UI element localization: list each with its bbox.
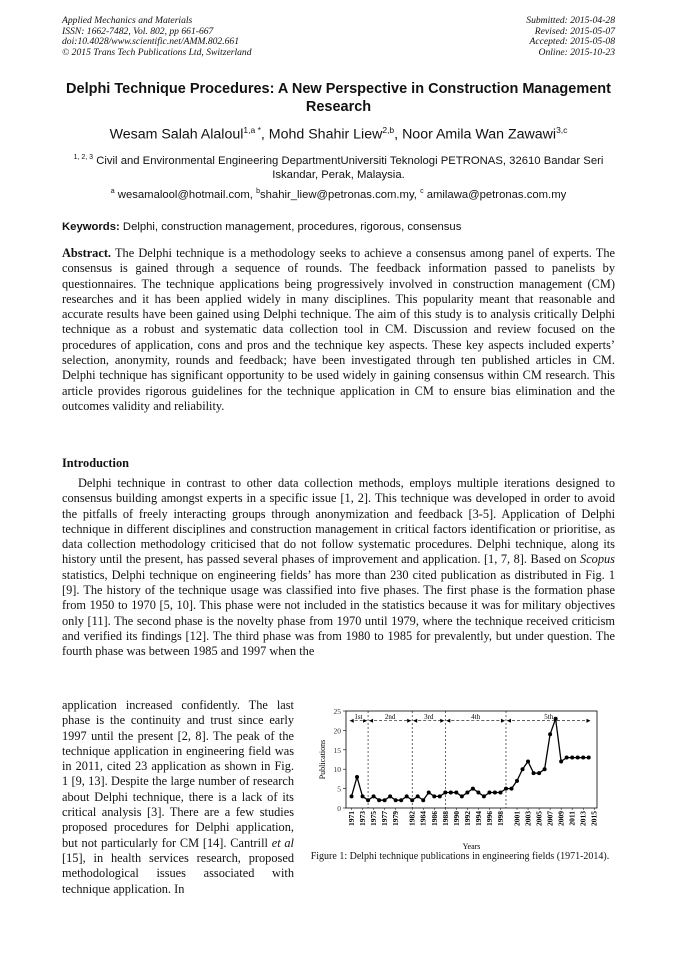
x-tick-label: 2001 (512, 811, 522, 826)
data-point (355, 775, 359, 779)
data-point (476, 790, 480, 794)
phase-arrow-head (440, 719, 444, 723)
x-tick-label: 2015 (589, 811, 599, 826)
column-emphasis: et al (271, 835, 294, 850)
data-point (443, 790, 447, 794)
x-tick-label: 1977 (380, 811, 390, 826)
abstract-label: Abstract. (62, 246, 112, 260)
email-2[interactable]: shahir_liew@petronas.com.my, (260, 188, 421, 201)
figure-caption: Figure 1: Delphi technique publications in engineering fields (1971-2014). (310, 851, 610, 862)
data-point (548, 732, 552, 736)
x-tick-label: 2007 (545, 811, 555, 826)
data-point (471, 787, 475, 791)
data-point (449, 790, 453, 794)
data-point (509, 787, 513, 791)
y-tick-label: 10 (333, 765, 341, 775)
y-tick-label: 20 (333, 726, 341, 736)
column-text-b: [15], in health services research, proposed methodological issues associated with technique application. In (62, 850, 294, 896)
phase-arrow-head (586, 719, 590, 723)
phase-arrow-head (446, 719, 450, 723)
data-point (543, 767, 547, 771)
data-point (565, 756, 569, 760)
data-point (465, 790, 469, 794)
email-1[interactable]: wesamalool@hotmail.com, (114, 188, 257, 201)
data-point (554, 717, 558, 721)
data-point (537, 771, 541, 775)
author-2-sup: 2,b (382, 125, 395, 135)
data-point (377, 798, 381, 802)
phase-arrow-head (350, 719, 354, 723)
journal-header-left (62, 16, 252, 58)
author-separator: , (260, 126, 269, 143)
date-submitted: Submitted: 2015-04-28 (526, 15, 615, 26)
keywords-text: Delphi, construction management, procedures, rigorous, consensus (119, 221, 462, 233)
author-list (62, 121, 615, 144)
author-1: Wesam Salah Alaloul (109, 126, 244, 143)
y-tick-label: 25 (333, 707, 341, 716)
author-2: Mohd Shahir Liew (268, 126, 383, 143)
data-point (521, 767, 525, 771)
data-point (498, 790, 502, 794)
x-tick-label: 1973 (358, 811, 368, 826)
y-tick-label: 0 (337, 804, 341, 813)
data-point (460, 794, 464, 798)
data-point (399, 798, 403, 802)
x-tick-label: 1984 (418, 811, 428, 826)
section-heading-introduction: Introduction (62, 456, 129, 470)
data-point (366, 798, 370, 802)
email-sup: b (256, 188, 260, 195)
data-point (570, 756, 574, 760)
keywords-label: Keywords: (62, 221, 120, 233)
x-tick-label: 2011 (567, 811, 577, 826)
data-point (410, 798, 414, 802)
x-tick-label: 2005 (534, 811, 544, 826)
intro-text-b: statistics, Delphi technique on engineering fields’ has more than 230 cited publication as distributed in Fig. 1 [9]. The history of the technique usage was classified into five phases. The first phase is the formation phase from 1950 to 1970 [5, 10]. This phase were not included in the statistics because it was for military objectives only [11]. The second phase is the novelty phase from 1970 until 1979, where the technique received criticism and verified its findings [12]. The third phase was from 1980 to 1985 for prevalently, but under question. The fourth phase was between 1985 and 1997 when the (62, 567, 615, 659)
data-point (405, 794, 409, 798)
phase-label: 3rd (424, 713, 434, 722)
date-revised: Revised: 2015-05-07 (534, 25, 615, 37)
journal-copyright: © 2015 Trans Tech Publications Ltd, Switzerland (62, 46, 252, 58)
phase-arrow-head (413, 719, 417, 723)
phase-arrow-head (407, 719, 411, 723)
data-point (454, 790, 458, 794)
phase-label: 1st (354, 713, 363, 722)
intro-paragraph (62, 476, 615, 660)
data-point (350, 794, 354, 798)
author-3-sup: 3,c (556, 125, 568, 135)
data-point (487, 790, 491, 794)
y-axis-label: Publications (318, 739, 327, 780)
x-tick-label: 2013 (578, 811, 588, 826)
author-1-sup: 1,a * (243, 125, 261, 135)
affiliation-text: Civil and Environmental Engineering DepartmentUniversiti Teknologi PETRONAS, 32610 Bandar Seri Iskandar, Perak, Malaysia. (93, 154, 604, 181)
x-tick-label: 1986 (429, 811, 439, 826)
abstract (62, 246, 615, 414)
data-point (493, 790, 497, 794)
intro-emphasis: Scopus (580, 552, 615, 567)
phase-arrow-head (363, 719, 367, 723)
data-point (587, 756, 591, 760)
y-tick-label: 15 (333, 745, 341, 755)
data-point (432, 794, 436, 798)
column-text-a: application increased confidently. The last phase is the continuity and trust since early 1997 until the present [2, 8]. The peak of the technique application in engineering field was in 2011, cited 23 application as shown in Fig. 1 [9, 13]. Despite the large number of research about Delphi technique, there is a lack of its critical analysis [3]. There are a few studies proposed procedures for Delphi application, but not particularly for CM [14]. Cantrill (62, 698, 294, 850)
x-tick-label: 1982 (407, 811, 417, 826)
date-accepted: Accepted: 2015-05-08 (529, 36, 615, 48)
author-separator: , (394, 126, 403, 143)
journal-header-right (526, 16, 615, 58)
date-online: Online: 2015-10-23 (538, 46, 615, 58)
email-sup: c (420, 188, 424, 195)
affiliation-sup: 1, 2, 3 (73, 154, 94, 161)
data-point (372, 794, 376, 798)
journal-name: Applied Mechanics and Materials (62, 15, 193, 26)
journal-doi[interactable]: doi:10.4028/www.scientific.net/AMM.802.661 (62, 36, 240, 48)
journal-issn: ISSN: 1662-7482, Vol. 802, pp 661-667 (62, 25, 214, 37)
data-point (576, 756, 580, 760)
x-tick-label: 2003 (523, 811, 533, 826)
data-point (421, 798, 425, 802)
data-point (361, 794, 365, 798)
x-tick-label: 1998 (495, 811, 505, 826)
data-point (504, 787, 508, 791)
phase-label: 2nd (384, 713, 396, 722)
x-tick-label: 1992 (462, 811, 472, 826)
email-3[interactable]: amilawa@petronas.com.my (423, 188, 567, 201)
x-tick-label: 1971 (347, 811, 357, 826)
data-point (559, 759, 563, 763)
paper-title: Delphi Technique Procedures: A New Perspective in Construction Management Research (66, 81, 611, 115)
intro-column-text (62, 698, 294, 897)
data-point (438, 794, 442, 798)
data-point (482, 794, 486, 798)
intro-text-a: Delphi technique in contrast to other data collection methods, employs multiple iterations designed to consensus building amongst experts in a specific issue [1, 2]. This technique was developed in order to avoid the pitfalls of freely interacting groups through anonymization and feedback [3-5]. Application of Delphi technique in different disciplines and construction management in critical factors identification or prioritise, as data collection methodology criticised that do not follow systematic procedures. Delphi technique, along its history until the present, has passed several phases of improvement and application. [1, 7, 8]. Based on (62, 476, 615, 567)
x-tick-label: 1979 (391, 811, 401, 826)
phase-label: 5th (544, 713, 554, 722)
data-point (388, 794, 392, 798)
author-emails (62, 185, 615, 202)
phase-arrow-head (369, 719, 373, 723)
abstract-text: The Delphi technique is a methodology seeks to achieve a consensus among panel of experts. The consensus is gained through a sequence of rounds. The feedback information passed to panelists by questionnaires. The technique applications being progressively involved in construction management (CM) researches and it has been applied widely in many disciplines. This popularity meant that reasonable and accurate results have been gained using Delphi technique. The aim of this study is to analysis critically Delphi technique as a robust and systematic data collection tool in CM. Discussion and review focused on the procedures of application, cons and pros and the technique key aspects. These key aspects included experts’ selection, anonymity, rounds and feedback; have been investigated through ten published articles in CM. Delphi technique has significant opportunity to be used widely in gaining consensus within CM research. This article provides rigorous guidelines for the technique application in CM to ensure bias elimination and the outcomes validity and reliability. (62, 246, 615, 413)
x-tick-label: 1975 (369, 811, 379, 826)
x-tick-label: 1988 (440, 811, 450, 826)
author-3: Noor Amila Wan Zawawi (402, 126, 557, 143)
x-tick-label: 2009 (556, 811, 566, 826)
data-point (526, 759, 530, 763)
phase-arrow-head (501, 719, 505, 723)
series-line (352, 719, 589, 800)
y-tick-label: 5 (337, 784, 341, 794)
affiliation (62, 151, 615, 182)
plot-frame (346, 711, 597, 808)
data-point (532, 771, 536, 775)
x-tick-label: 1996 (484, 811, 494, 826)
data-point (416, 794, 420, 798)
x-tick-label: 1994 (473, 811, 483, 826)
phase-label: 4th (471, 713, 481, 722)
data-point (581, 756, 585, 760)
data-point (383, 798, 387, 802)
data-point (394, 798, 398, 802)
publications-chart (316, 706, 602, 852)
phase-arrow-head (507, 719, 511, 723)
x-axis-label: Years (462, 842, 481, 851)
data-point (515, 779, 519, 783)
keywords (62, 221, 461, 233)
email-sup: a (110, 188, 115, 195)
x-tick-label: 1990 (451, 811, 461, 826)
data-point (427, 790, 431, 794)
